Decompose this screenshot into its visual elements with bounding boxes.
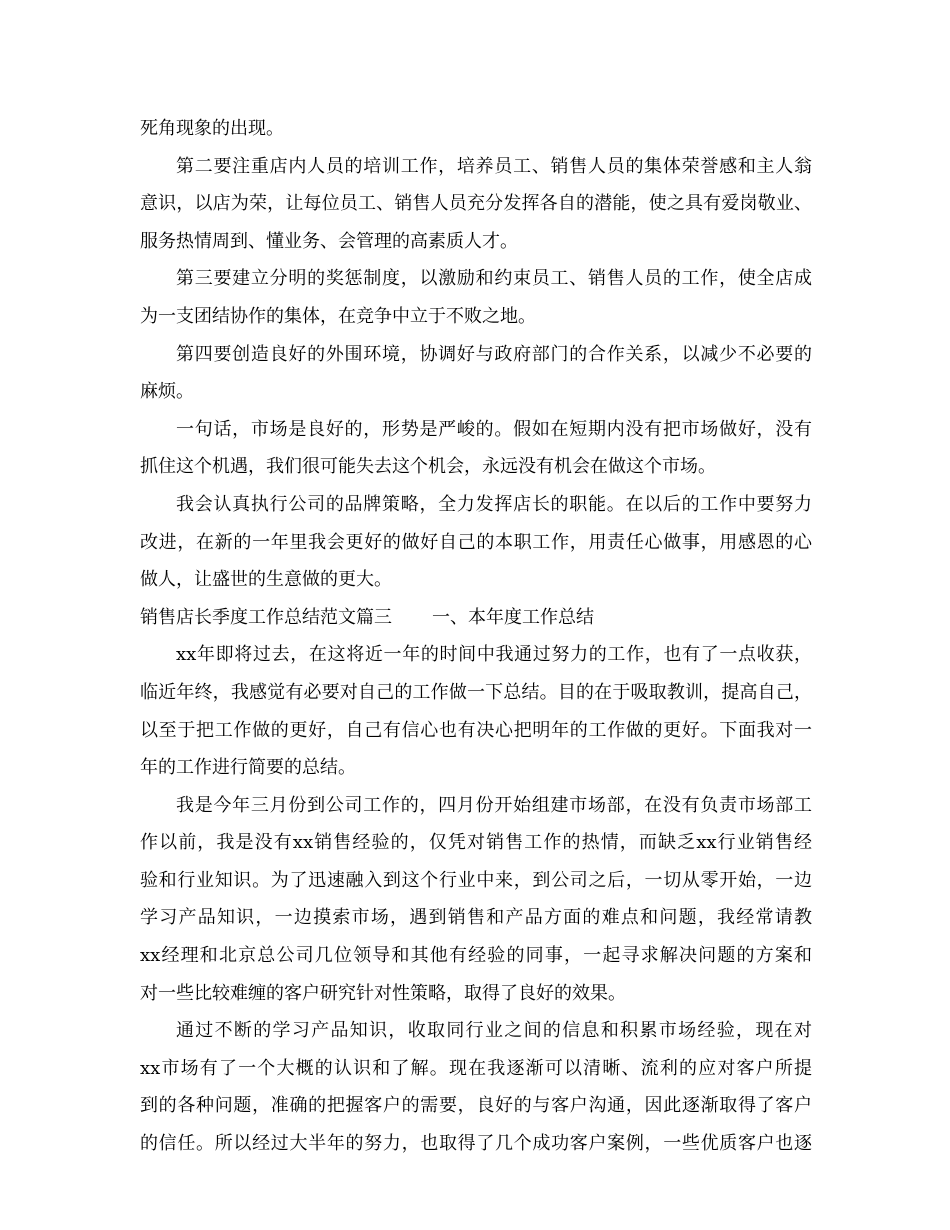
paragraph-first-line: 第三要建立分明的奖惩制度，以激励和约束员工、销售人员的工作，使全店成 xyxy=(176,268,812,290)
section-subtitle: 一、本年度工作总结 xyxy=(432,606,594,628)
text-line: xx市场有了一个大概的认识和了解。现在我逐渐可以清晰、流利的应对客户所提 xyxy=(140,1057,812,1079)
text-line: 抓住这个机遇，我们很可能失去这个机会，永远没有机会在做这个市场。 xyxy=(140,456,716,478)
text-line: 验和行业知识。为了迅速融入到这个行业中来，到公司之后，一切从零开始，一边 xyxy=(140,869,812,891)
text-line: 年的工作进行简要的总结。 xyxy=(140,757,356,779)
text-line: 临近年终，我感觉有必要对自己的工作做一下总结。目的在于吸取教训，提高自己， xyxy=(140,681,812,703)
text-line: 死角现象的出现。 xyxy=(140,118,284,139)
text-line: xx经理和北京总公司几位领导和其他有经验的同事，一起寻求解决问题的方案和 xyxy=(140,945,812,967)
text-line: 作以前，我是没有xx销售经验的，仅凭对销售工作的热情，而缺乏xx行业销售经 xyxy=(140,832,812,854)
paragraph-first-line: 通过不断的学习产品知识，收取同行业之间的信息和积累市场经验，现在对 xyxy=(176,1020,812,1042)
text-line: 到的各种问题，准确的把握客户的需要，良好的与客户沟通，因此逐渐取得了客户 xyxy=(140,1095,812,1117)
text-line: 对一些比较难缠的客户研究针对性策略，取得了良好的效果。 xyxy=(140,982,626,1004)
text-line: 以至于把工作做的更好，自己有信心也有决心把明年的工作做的更好。下面我对一 xyxy=(140,719,812,741)
paragraph-first-line: 我会认真执行公司的品牌策略，全力发挥店长的职能。在以后的工作中要努力 xyxy=(176,493,812,515)
text-line: 改进，在新的一年里我会更好的做好自己的本职工作，用责任心做事，用感恩的心 xyxy=(140,531,812,553)
paragraph-first-line: 我是今年三月份到公司工作的，四月份开始组建市场部，在没有负责市场部工 xyxy=(176,794,812,816)
paragraph-first-line: 第二要注重店内人员的培训工作，培养员工、销售人员的集体荣誉感和主人翁 xyxy=(176,155,812,177)
text-line: 学习产品知识，一边摸索市场，遇到销售和产品方面的难点和问题，我经常请教 xyxy=(140,907,812,929)
document-body xyxy=(140,110,812,1163)
text-line: 的信任。所以经过大半年的努力，也取得了几个成功客户案例，一些优质客户也逐 xyxy=(140,1133,812,1155)
paragraph-first-line: 第四要创造良好的外围环境，协调好与政府部门的合作关系，以减少不必要的 xyxy=(176,343,812,365)
text-line: 意识，以店为荣，让每位员工、销售人员充分发挥各自的潜能，使之具有爱岗敬业、 xyxy=(140,193,812,215)
text-line: 为一支团结协作的集体，在竞争中立于不败之地。 xyxy=(140,305,536,327)
paragraph-first-line: xx年即将过去，在这将近一年的时间中我通过努力的工作，也有了一点收获， xyxy=(176,644,812,666)
text-line: 做人，让盛世的生意做的更大。 xyxy=(140,569,392,591)
section-title: 销售店长季度工作总结范文篇三 xyxy=(140,606,392,628)
paragraph-first-line: 一句话，市场是良好的，形势是严峻的。假如在短期内没有把市场做好，没有 xyxy=(176,418,812,440)
section-heading xyxy=(140,599,812,637)
text-line: 麻烦。 xyxy=(140,381,194,403)
text-line: 服务热情周到、懂业务、会管理的高素质人才。 xyxy=(140,230,518,252)
